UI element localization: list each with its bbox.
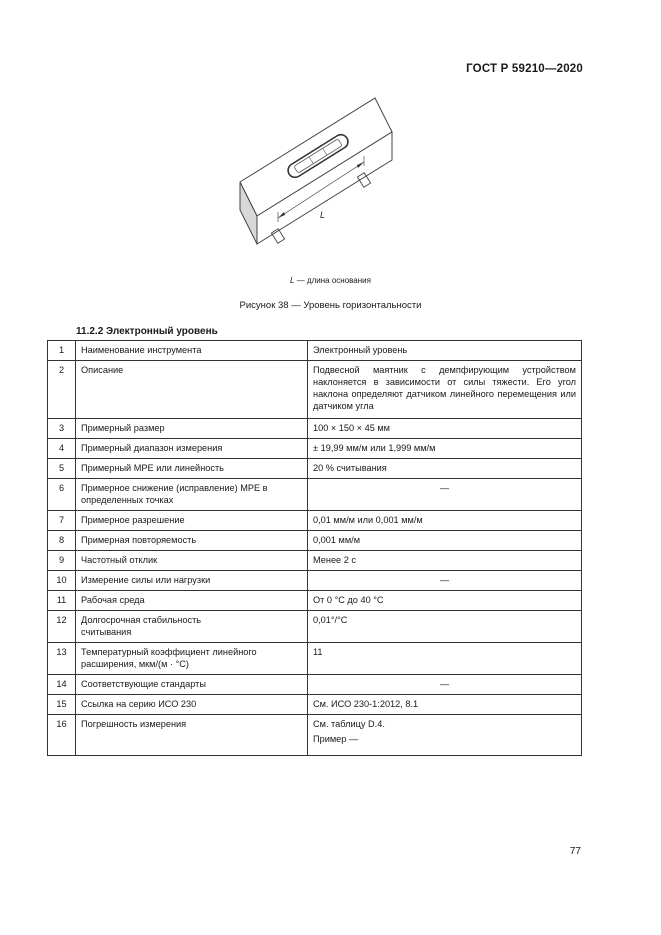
row-number: 6 xyxy=(48,479,76,511)
table-row xyxy=(48,419,582,439)
row-value: От 0 °С до 40 °С xyxy=(308,591,582,611)
row-number: 14 xyxy=(48,675,76,695)
row-name: Долгосрочная стабильность считывания xyxy=(76,611,308,643)
row-number: 4 xyxy=(48,439,76,459)
figure-title: Рисунок 38 — Уровень горизонтальности xyxy=(239,300,422,311)
table-row xyxy=(48,531,582,551)
table-row xyxy=(48,643,582,675)
row-value: 20 % считывания xyxy=(308,459,582,479)
row-value: 0,001 мм/м xyxy=(308,531,582,551)
table-row xyxy=(48,571,582,591)
row-value: — xyxy=(308,479,582,511)
row-name: Температурный коэффициент линейного расширения, мкм/(м · °С) xyxy=(76,643,308,675)
legend-symbol: L xyxy=(290,276,295,285)
row-value-cell xyxy=(308,715,582,756)
section-title: 11.2.2 Электронный уровень xyxy=(76,326,218,337)
row-name: Примерный размер xyxy=(76,419,308,439)
row-number: 9 xyxy=(48,551,76,571)
table-row xyxy=(48,675,582,695)
row-name: Примерный МРЕ или линейность xyxy=(76,459,308,479)
row-name: Описание xyxy=(76,361,308,419)
table-row xyxy=(48,479,582,511)
row-name: Измерение силы или нагрузки xyxy=(76,571,308,591)
table-row xyxy=(48,341,582,361)
row-value: 100 × 150 × 45 мм xyxy=(308,419,582,439)
table-row xyxy=(48,611,582,643)
row-name: Рабочая среда xyxy=(76,591,308,611)
row-name: Погрешность измерения xyxy=(76,715,308,756)
specification-table xyxy=(47,340,582,756)
table-row xyxy=(48,439,582,459)
table-row xyxy=(48,361,582,419)
row-number: 16 xyxy=(48,715,76,756)
row-name: Примерный диапазон измерения xyxy=(76,439,308,459)
row-number: 1 xyxy=(48,341,76,361)
row-number: 13 xyxy=(48,643,76,675)
table-row xyxy=(48,551,582,571)
table-row xyxy=(48,715,582,756)
row-number: 2 xyxy=(48,361,76,419)
table-row xyxy=(48,511,582,531)
table-row xyxy=(48,695,582,715)
row-name: Наименование инструмента xyxy=(76,341,308,361)
row-number: 5 xyxy=(48,459,76,479)
dimension-label: L xyxy=(320,210,326,220)
row-number: 15 xyxy=(48,695,76,715)
row-number: 10 xyxy=(48,571,76,591)
table-row xyxy=(48,459,582,479)
document-code: ГОСТ Р 59210—2020 xyxy=(466,63,583,75)
row-value: Подвесной маятник с демпфирующим устройством наклоняется в зависимости от силы тяжести. Его угол наклона определяют датчиком линейного перемещения или датчиком угла xyxy=(308,361,582,419)
row-name: Примерное снижение (исправление) МРЕ в определенных точках xyxy=(76,479,308,511)
row-name: Частотный отклик xyxy=(76,551,308,571)
row-number: 7 xyxy=(48,511,76,531)
row-value: См. ИСО 230-1:2012, 8.1 xyxy=(308,695,582,715)
row-value: 11 xyxy=(308,643,582,675)
row-value-example: Пример — xyxy=(313,734,359,744)
row-value: ± 19,99 мм/м или 1,999 мм/м xyxy=(308,439,582,459)
row-name: Ссылка на серию ИСО 230 xyxy=(76,695,308,715)
row-value: 0,01 мм/м или 0,001 мм/м xyxy=(308,511,582,531)
row-number: 8 xyxy=(48,531,76,551)
row-value: Менее 2 с xyxy=(308,551,582,571)
figure-legend xyxy=(0,276,661,285)
row-name: Соответствующие стандарты xyxy=(76,675,308,695)
spirit-level-drawing xyxy=(230,94,400,249)
row-number: 11 xyxy=(48,591,76,611)
row-value: Электронный уровень xyxy=(308,341,582,361)
row-value: — xyxy=(308,571,582,591)
table-row xyxy=(48,591,582,611)
page-number: 77 xyxy=(569,846,581,857)
row-name: Примерная повторяемость xyxy=(76,531,308,551)
legend-text: — длина основания xyxy=(294,276,371,285)
row-number: 3 xyxy=(48,419,76,439)
row-name: Примерное разрешение xyxy=(76,511,308,531)
row-value: См. таблицу D.4. xyxy=(313,719,385,729)
row-number: 12 xyxy=(48,611,76,643)
row-value: — xyxy=(308,675,582,695)
level-figure xyxy=(230,94,400,249)
row-value: 0,01°/°С xyxy=(308,611,582,643)
